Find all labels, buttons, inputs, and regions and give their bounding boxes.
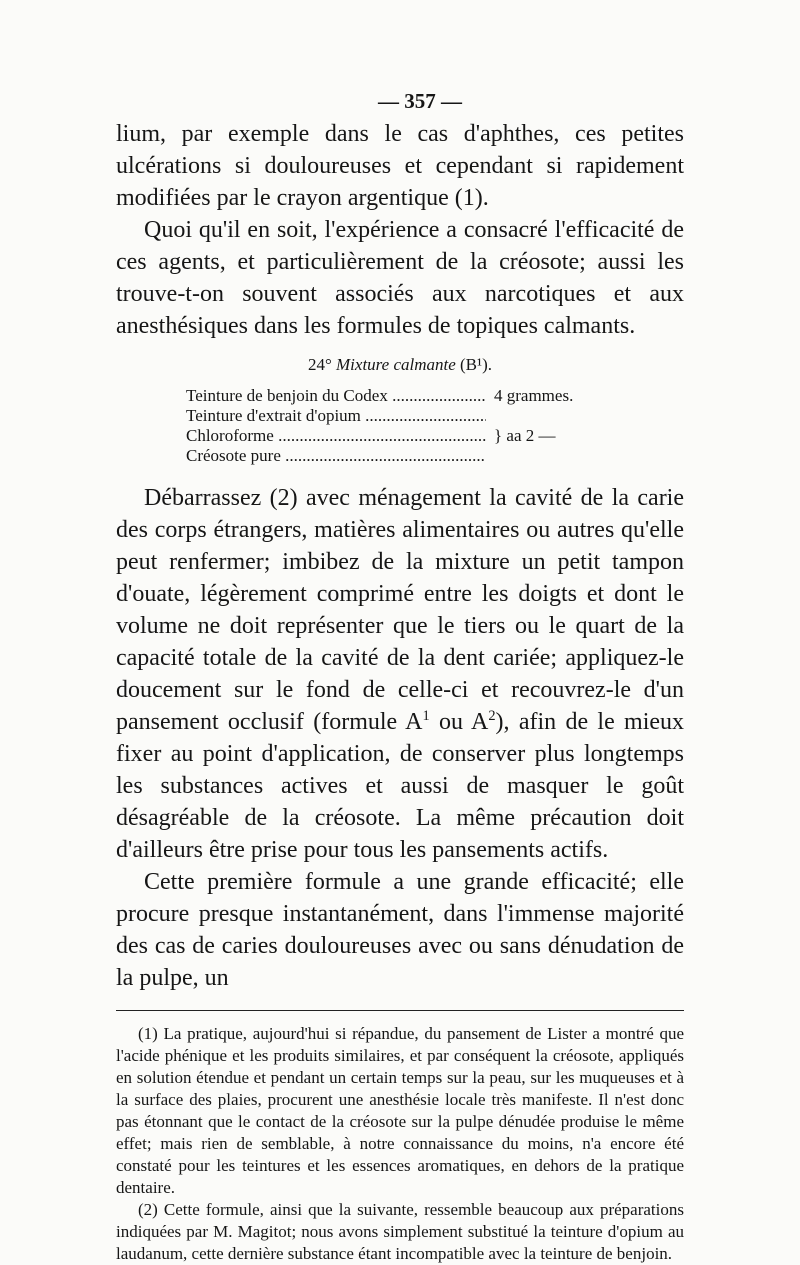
page-number: — 357 — [378,89,462,113]
paragraph-3-text: ), afin de le mieux fixer au point d'application, de conserver plus longtemps les substances actives et aussi de masquer le goût désagréable de la créosote. La même précaution doit d'ailleurs être prise pour tous les pansements actifs. [116,709,685,863]
recipe-number: 24° [307,355,332,374]
ingredient-qty: 4 grammes. [494,386,574,405]
paragraph-3-text: Débarrassez (2) avec ménagement la cavité de la carie des corps étrangers, matières alimentaires ou autres qu'elle peut renfermer; imbibez de la mixture un petit tampon d'ouate, légèrement comprimé entre les doigts et dont le volume ne doit représenter que le tiers ou le quart de la capacité totale de la cavité de la dent cariée; appliquez-le doucement sur le fond de celle-ci et recouvrez-le d'un pansement occlusif (formule A [116,485,684,735]
recipe-list [186,386,656,466]
paragraph-4: Cette première formule a une grande efficacité; elle procure presque instantanément, dans l'immense majorité des cas de caries douloureuses avec ou sans dénudation de la pulpe, un [116,869,684,991]
recipe-row [186,426,656,446]
recipe-title [116,354,684,376]
ingredient-qty: } aa 2 — [494,426,556,445]
main-text-continued [116,482,684,994]
paragraph-3-text: ou A [429,709,489,735]
recipe-name: Mixture calmante [336,355,456,374]
main-text [116,118,684,342]
paragraph-2: Quoi qu'il en soit, l'expérience a consacré l'efficacité de ces agents, et particulièrement de la créosote; aussi les trouve-t-on souvent associés aux narcotiques et aux anesthésiques dans les formules de topiques calmants. [116,217,684,339]
footnote-2: (2) Cette formule, ainsi que la suivante, ressemble beaucoup aux préparations indiquées par M. Magitot; nous avons simplement substitué la teinture d'opium au laudanum, cette dernière substance étant incompatible avec la teinture de benjoin. [116,1200,684,1263]
superscript: 1 [422,708,430,724]
footnote-1: (1) La pratique, aujourd'hui si répandue, du pansement de Lister a montré que l'acide phénique et les produits similaires, et par conséquent la créosote, appliqués en solution étendue et pendant un certain temps sur la peau, sur les muqueuses et à la surface des plaies, procurent une anesthésie locale très manifeste. Il n'est donc pas étonnant que le contact de la créosote sur la pulpe dénudée produise le même effet; mais rien de semblable, à notre connaissance du moins, n'a encore été constaté pour les teintures et les essences aromatiques, en dehors de la pratique dentaire. [116,1024,684,1197]
page [116,84,684,1265]
ingredient-qty [486,406,656,426]
paragraph-3 [116,482,684,866]
footnotes [116,1023,684,1265]
footnote-divider [116,1010,684,1011]
recipe-ref: (B¹). [460,355,493,374]
ingredient-qty [486,446,656,466]
superscript: 2 [488,708,496,724]
paragraph-1: lium, par exemple dans le cas d'aphthes, ces petites ulcérations si douloureuses et cependant si rapidement modifiées par le crayon argentique (1). [116,121,684,211]
ingredient-name: Teinture d'extrait d'opium ..... [186,406,486,426]
recipe-row [186,386,656,406]
recipe-row [186,446,656,466]
ingredient-name: Teinture de benjoin du Codex ..... [186,386,486,406]
ingredient-name: Chloroforme ..... [186,426,486,446]
recipe-row [186,406,656,426]
ingredient-name: Créosote pure ..... [186,446,486,466]
